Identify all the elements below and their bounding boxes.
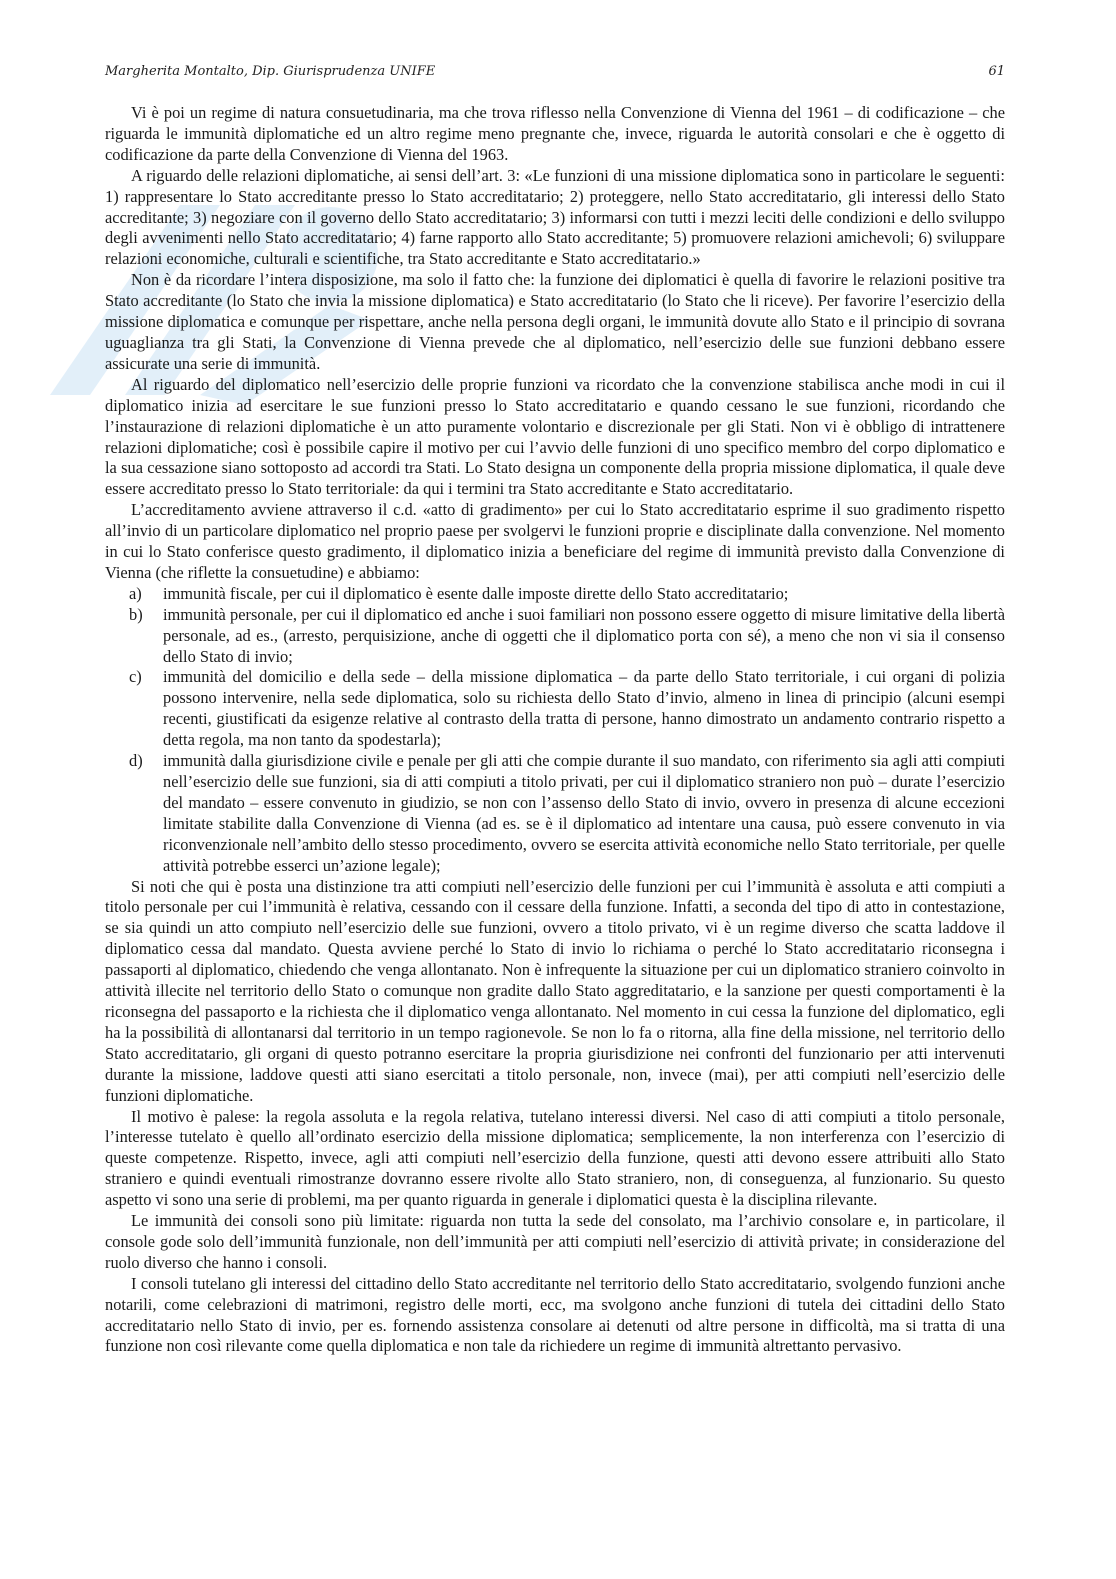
page-header bbox=[105, 64, 1005, 86]
paragraph: A riguardo delle relazioni diplomatiche, ai sensi dell’art. 3: «Le funzioni di una missione diplomatica sono in particolare le seguenti: 1) rappresentare lo Stato accreditante presso lo Stato accreditatario; 2) proteggere, nello Stato accreditatario, gli interessi dello Stato accreditante; 3) negoziare con il governo dello Stato accreditatario; 3) informarsi con tutti i mezzi leciti delle condizioni e dello sviluppo degli avvenimenti nello Stato accreditatario; 4) farne rapporto allo Stato accreditante; 5) promuovere relazioni amichevoli; 6) sviluppare relazioni economiche, culturali e scientifiche, tra Stato accreditante e Stato accreditatario.» bbox=[105, 165, 1005, 269]
list-item bbox=[129, 667, 1005, 751]
list-continuation: Si noti che qui è posta una distinzione tra atti compiuti nell’esercizio delle funzioni per cui l’immunità è assoluta e atti compiuti a titolo personale per cui l’immunità è relativa, cessando con il cessare della funzione. Infatti, a seconda del tipo di atto in contestazione, se sia quindi un atto compiuto nell’esercizio delle sue funzioni, ovvero a titolo privato, vi è un regime diverso che scatta laddove il diplomatico cessa dal mandato. Questa avviene perché lo Stato di invio lo richiama o perché lo Stato accreditatario riconsegna i passaporti al diplomatico, chiedendo che venga allontanato. Non è infrequente la situazione per cui un diplomatico straniero coinvolto in attività illecite nel territorio dello Stato o comunque non gradite dallo Stato aggreditatario, e la sanzione per questi comportamenti è la riconsegna del passaporto e la richiesta che il diplomatico venga allontanato. Nel momento in cui cessa la funzione del diplomatico, egli ha la possibilità di allontanarsi dal territorio in un tempo ragionevole. Se non lo fa o ritorna, alla fine della missione, nel territorio dello Stato accreditatario, gli organi di questo potranno esercitare la propria giurisdizione nei confronti del funzionario per atti intervenuti durante la missione, laddove questi atti siano esercitati a titolo personale, non, invece (mai), per atti compiuti nell’esercizio delle funzioni diplomatiche. bbox=[105, 876, 1005, 1105]
header-author: Margherita Montalto, Dip. Giurisprudenza UNIFE bbox=[105, 64, 436, 79]
list-item bbox=[129, 751, 1005, 876]
paragraph: Non è da ricordare l’intera disposizione, ma solo il fatto che: la funzione dei diplomatici è quella di favorire le relazioni positive tra Stato accreditante (lo Stato che invia la missione diplomatica) e Stato accreditatario (lo Stato che li riceve). Per favorire l’esercizio della missione diplomatica e comunque per rispettare, anche nella persona degli organi, le immunità dovute allo Stato e il principio di sovrana uguaglianza tra gli Stati, la Convenzione di Vienna prevede che al diplomatico, nell’esercizio delle sue funzioni debbano essere assicurate una serie di immunità. bbox=[105, 270, 1005, 373]
paragraph: Le immunità dei consoli sono più limitate: riguarda non tutta la sede del consolato, ma l’archivio consolare e, in particolare, il console gode solo dell’immunità funzionale, non dell’immunità per atti compiuti nell’esercizio di attività private; in considerazione del ruolo diverso che hanno i consoli. bbox=[105, 1211, 1005, 1272]
list-item-text: immunità dalla giurisdizione civile e penale per gli atti che compie durante il suo mandato, con riferimento sia agli atti compiuti nell’esercizio delle sue funzioni, sia di atti compiuti a titolo privati, per cui il diplomatico straniero non può – durate l’esercizio del mandato – essere convenuto in giudizio, se non con l’assenso dello Stato di invio, ovvero in presenza di alcune eccezioni limitate stabilite dalla Convenzione di Vienna (ad es. se è il diplomatico ad intentare una causa, può essere convenuto in via riconvenzionale nell’ambito dello stesso procedimento, ovvero se esercita attività economiche nello Stato territoriale, per quelle attività potrebbe esserci un’azione legale); bbox=[163, 751, 1005, 875]
paragraph: Al riguardo del diplomatico nell’esercizio delle proprie funzioni va ricordato che la convenzione stabilisca anche modi in cui il diplomatico inizia ad esercitare le sue funzioni presso lo Stato accreditatario e quando cessano le sue funzioni, ricordando che l’instaurazione di relazioni diplomatiche è un atto puramente volontario e discrezionale per gli Stati. Non vi è obbligo di intrattenere relazioni diplomatiche; così è possibile capire il motivo per cui l’avvio delle funzioni di uno specifico membro del corpo diplomatico e la sua cessazione siano sottoposto ad accordi tra Stati. Lo Stato designa un componente della propria missione diplomatica, il quale deve essere accreditato presso lo Stato territoriale: da qui i termini tra Stato accreditante e Stato accreditatario. bbox=[105, 374, 1005, 499]
list-continuation: Il motivo è palese: la regola assoluta e la regola relativa, tutelano interessi diversi. Nel caso di atti compiuti a titolo personale, l’interesse tutelato è quello all’ordinato esercizio della missione diplomatica; semplicemente, la non interferenza con l’esercizio di queste competenze. Rispetto, invece, agli atti compiuti nell’esercizio della funzione, questi atti devono essere attribuiti allo Stato straniero e quindi eventuali rimostranze dovranno essere rivolte allo Stato straniero, non, di conseguenza, al funzionario. Su questo aspetto vi sono una serie di problemi, ma per quanto riguarda in generale i diplomatici questa è la disciplina rilevante. bbox=[105, 1106, 1005, 1210]
list-item-text: immunità del domicilio e della sede – della missione diplomatica – da parte dello Stato territoriale, i cui organi di polizia possono intervenire, nella sede diplomatica, solo su richiesta dello Stato d’invio, almeno in linea di principio (alcuni esempi recenti, giustificati da esigenze relative al contrasto della tratta di persone, hanno dimostrato un andamento contrario rispetto a detta regola, ma non tanto da spodestarla); bbox=[163, 667, 1005, 750]
page-number: 61 bbox=[988, 64, 1005, 79]
paragraph: L’accreditamento avviene attraverso il c.d. «atto di gradimento» per cui lo Stato accreditatario esprime il suo gradimento rispetto all’invio di un particolare diplomatico nel proprio paese per svolgervi le funzioni proprie e disciplinate dalla convenzione. Nel momento in cui lo Stato conferisce questo gradimento, il diplomatico inizia a beneficiare del regime di immunità previsto dalla Convenzione di Vienna (che riflette la consuetudine) e abbiamo: bbox=[105, 500, 1005, 582]
document-body bbox=[105, 103, 1005, 1357]
list-item-text: immunità fiscale, per cui il diplomatico è esente dalle imposte dirette dello Stato accreditatario; bbox=[163, 583, 789, 603]
paragraph: I consoli tutelano gli interessi del cittadino dello Stato accreditante nel territorio dello Stato accreditatario, svolgendo funzioni anche notarili, come celebrazioni di matrimoni, registro delle morti, ecc, ma svolgono anche funzioni di tutela dei cittadini dello Stato accreditatario nello Stato di invio, per es. fornendo assistenza consolare ai detenuti od altre persone in difficoltà, ma si tratta di una funzione non così rilevante come quella diplomatica e non tale da richiedere un regime di immunità altrettanto pervasivo. bbox=[105, 1273, 1005, 1356]
list-item bbox=[129, 605, 1005, 668]
list-item-label: c) bbox=[129, 667, 142, 687]
list-item-label: d) bbox=[129, 751, 143, 771]
list-item-label: a) bbox=[129, 583, 142, 603]
list-item bbox=[129, 584, 1005, 605]
paragraph: Vi è poi un regime di natura consuetudinaria, ma che trova riflesso nella Convenzione di Vienna del 1961 – di codificazione – che riguarda le immunità diplomatiche ed un altro regime meno pregnante che, invece, riguarda le autorità consolari e che è oggetto di codificazione da parte della Convenzione di Vienna del 1963. bbox=[105, 103, 1005, 164]
list-item-label: b) bbox=[129, 604, 143, 624]
list-item-text: immunità personale, per cui il diplomatico ed anche i suoi familiari non possono essere oggetto di misure limitative della libertà personale, ad es., (arresto, perquisizione, anche di oggetti che il diplomatico porta con sé), a meno che non vi sia il consenso dello Stato di invio; bbox=[163, 604, 1005, 666]
